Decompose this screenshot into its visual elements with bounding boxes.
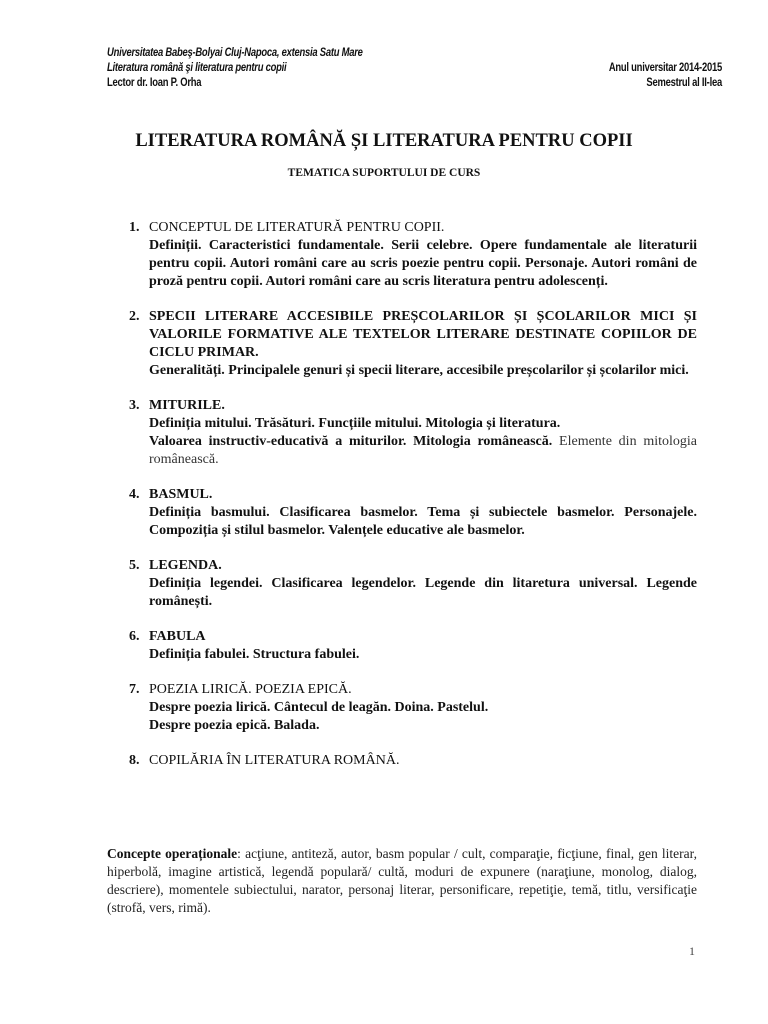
topic-heading: POEZIA LIRICĂ. POEZIA EPICĂ.: [149, 682, 352, 697]
topic-description: Definiția mitului. Trăsături. Funcțiile mitului. Mitologia și literatura.: [149, 416, 561, 431]
topic-description: Definiția legendei. Clasificarea legendelor. Legende din litaretura universal. Legende românești.: [149, 576, 697, 609]
topic-heading: FABULA: [149, 629, 206, 644]
document-subtitle: TEMATICA SUPORTULUI DE CURS: [287, 167, 481, 179]
header-academic-year: Anul universitar 2014-2015: [608, 62, 722, 74]
header-course: Literatura română şi literatura pentru copii: [107, 62, 287, 74]
topic-heading: SPECII LITERARE ACCESIBILE PREȘCOLARILOR ȘI ȘCOLARILOR MICI ȘI VALORILE FORMATIVE ALE TEXTELOR LITERARE DESTINATE COPIILOR DE CICLU PRIMAR.: [149, 309, 697, 360]
topic-item-1: [107, 219, 697, 291]
header-university: Universitatea Babeş-Bolyai Cluj-Napoca, extensia Satu Mare: [107, 47, 363, 59]
page-number: 1: [689, 944, 695, 958]
header-semester: Semestrul al II-lea: [646, 77, 722, 89]
topic-number: 7.: [129, 682, 140, 697]
topic-description: Generalități. Principalele genuri și specii literare, accesibile preșcolarilor și școlarilor mici.: [149, 363, 689, 378]
topic-item-4: [107, 486, 697, 540]
topic-description: Despre poezia epică. Balada.: [149, 718, 320, 733]
document-title: LITERATURA ROMÂNĂ ȘI LITERATURA PENTRU COPII: [135, 131, 633, 151]
header-lecturer: Lector dr. Ioan P. Orha: [107, 77, 202, 89]
topic-number: 3.: [129, 398, 140, 413]
topic-description: Definiția basmului. Clasificarea basmelor. Tema și subiectele basmelor. Personajele. Compoziția și stilul basmelor. Valențele educative ale basmelor.: [149, 505, 697, 538]
topic-item-6: [107, 628, 697, 664]
topic-heading: MITURILE.: [149, 398, 225, 413]
topic-item-7: [107, 681, 697, 735]
header-left: [107, 46, 363, 91]
topic-item-3: [107, 397, 697, 469]
topic-item-2: [107, 308, 697, 380]
topic-description: [149, 433, 697, 469]
topic-heading: COPILĂRIA ÎN LITERATURA ROMÂNĂ.: [149, 753, 400, 768]
concepts-label: Concepte operaționale: [107, 846, 238, 861]
topic-number: 5.: [129, 558, 140, 573]
topic-number: 4.: [129, 487, 140, 502]
topic-heading: CONCEPTUL DE LITERATURĂ PENTRU COPII.: [149, 220, 445, 235]
topic-description-text: Valoarea instructiv-educativă a miturilor. Mitologia românească.: [149, 434, 553, 449]
topic-item-8: [107, 752, 697, 770]
topic-description-extra: Elemente din mitologia românească.: [149, 434, 697, 467]
topic-list: [107, 219, 697, 787]
topic-item-5: [107, 557, 697, 611]
topic-description: Despre poezia lirică. Cântecul de leagăn. Doina. Pastelul.: [149, 700, 489, 715]
topic-description: Definiții. Caracteristici fundamentale. Serii celebre. Opere fundamentale ale literaturii pentru copii. Autori români care au scris poezie pentru copii. Personaje. Autori români de proză pentru copii. Autori români care au scris literatura pentru adolescenți.: [149, 238, 697, 289]
topic-number: 1.: [129, 220, 140, 235]
concepts-text: : acţiune, antiteză, autor, basm popular / cult, comparaţie, ficţiune, final, gen literar, hiperbolă, imagine artistică, legendă populară/ cultă, moduri de expunere (naraţiune, monolog, dialog, descriere), momentele subiectului, narator, personaj literar, personificare, repetiţie, temă, titlu, versificaţie (strofă, vers, rimă).: [107, 846, 697, 915]
topic-number: 6.: [129, 629, 140, 644]
operational-concepts: [107, 845, 697, 917]
topic-heading: BASMUL.: [149, 487, 213, 502]
topic-description: Definiția fabulei. Structura fabulei.: [149, 647, 360, 662]
topic-number: 2.: [129, 309, 140, 324]
topic-heading: LEGENDA.: [149, 558, 222, 573]
header-right: [609, 61, 722, 91]
topic-number: 8.: [129, 753, 140, 768]
